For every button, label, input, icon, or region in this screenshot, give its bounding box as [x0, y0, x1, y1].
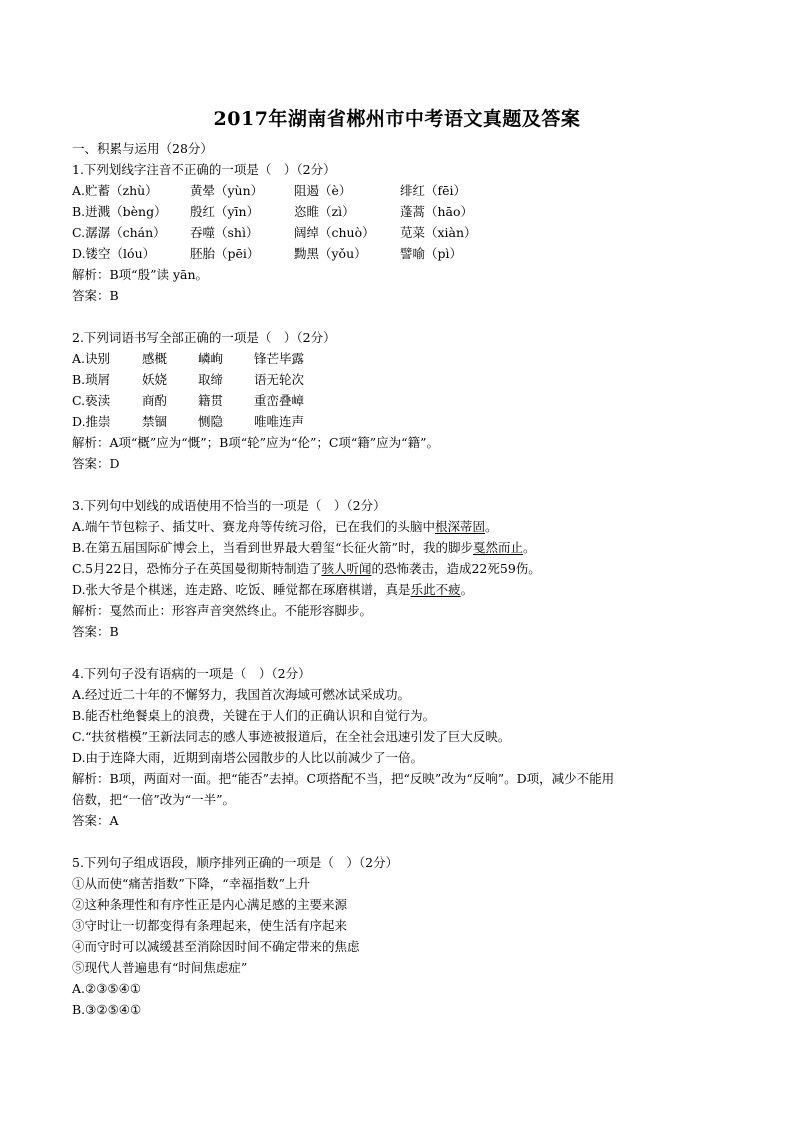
q2-option-d: [72, 411, 722, 432]
option-cell: 吞噬（shì）: [190, 225, 259, 240]
option-text: 的恐怖袭击，造成22死59伤。: [371, 561, 541, 576]
document-title: 2017年湖南省郴州市中考语文真题及答案: [213, 108, 581, 130]
option-cell: 唯唯连声: [254, 414, 305, 429]
option-cell: B.琐屑: [72, 372, 111, 387]
q4-answer: 答案：A: [72, 813, 119, 828]
q4-option-d: D.由于连降大雨，近期到南塔公园散步的人比以前减少了一倍。: [72, 750, 424, 765]
q2-option-a: [72, 348, 722, 369]
option-cell: 蓬蒿（hāo）: [400, 204, 474, 219]
q3-stem: 3.下列句中划线的成语使用不恰当的一项是（ ）（2分）: [72, 498, 386, 513]
q4-stem: 4.下列句子没有语病的一项是（ ）（2分）: [72, 666, 311, 681]
q5-item-5: ⑤现代人普遍患有“时间焦虑症”: [72, 960, 248, 975]
q2-option-b: [72, 369, 722, 390]
q5-item-1: ①从而使“痛苦指数”下降，“幸福指数”上升: [72, 876, 311, 891]
spacer: [72, 831, 722, 852]
option-cell: D.推崇: [72, 414, 111, 429]
option-cell: A.诀别: [72, 351, 111, 366]
option-cell: C.亵渎: [72, 393, 111, 408]
underlined-idiom: 戛然而止: [472, 540, 523, 555]
option-cell: 恻隐: [198, 414, 224, 429]
q4-option-b: B.能否杜绝餐桌上的浪费，关键在于人们的正确认识和自觉行为。: [72, 708, 436, 723]
option-cell: 黝黑（yǒu）: [294, 246, 367, 261]
option-text: A.端午节包粽子、插艾叶、赛龙舟等传统习俗，已在我们的头脑中: [72, 519, 436, 534]
option-text: 。: [460, 582, 474, 597]
q3-option-b: [72, 537, 722, 558]
option-cell: 取缔: [198, 372, 224, 387]
q4-option-c: C.“扶贫楷模”王新法同志的感人事迹被报道后，在全社会迅速引发了巨大反映。: [72, 729, 511, 744]
q2-analysis: 解析：A项“概”应为“慨”；B项“轮”应为“伦”；C项“籍”应为“籍”。: [72, 435, 439, 450]
option-text: 。: [522, 540, 536, 555]
section-heading: 一、积累与运用（28分）: [72, 141, 213, 156]
option-cell: 禁锢: [142, 414, 168, 429]
option-cell: 阻遏（è）: [294, 183, 352, 198]
q3-option-d: [72, 579, 722, 600]
q1-option-a: [72, 180, 722, 201]
option-cell: 妖娆: [142, 372, 168, 387]
option-cell: 譬喻（pì）: [400, 246, 462, 261]
q3-answer: 答案：B: [72, 624, 119, 639]
q5-stem: 5.下列句子组成语段，顺序排列正确的一项是（ ）（2分）: [72, 855, 399, 870]
spacer: [72, 474, 722, 495]
option-cell: 感概: [142, 351, 168, 366]
option-cell: 恣睢（zì）: [294, 204, 355, 219]
q1-stem: 1.下列划线字注音不正确的一项是（ ）（2分）: [72, 162, 336, 177]
option-cell: 殷红（yīn）: [190, 204, 260, 219]
option-cell: 胚胎（pēi）: [190, 246, 260, 261]
q3-option-c: [72, 558, 722, 579]
q2-stem: 2.下列词语书写全部正确的一项是（ ）（2分）: [72, 330, 336, 345]
q2-option-c: [72, 390, 722, 411]
q5-item-4: ④而守时可以减缓甚至消除因时间不确定带来的焦虑: [72, 939, 360, 954]
option-cell: 语无轮次: [254, 372, 305, 387]
spacer: [72, 306, 722, 327]
option-cell: 嶙峋: [198, 351, 224, 366]
q2-answer: 答案：D: [72, 456, 120, 471]
option-cell: D.镂空（lóu）: [72, 246, 156, 261]
q3-analysis: 解析：戛然而止：形容声音突然终止。不能形容脚步。: [72, 603, 373, 618]
document-body: [72, 138, 722, 1020]
q4-option-a: A.经过近二十年的不懈努力，我国首次海域可燃冰试采成功。: [72, 687, 411, 702]
underlined-idiom: 骇人听闻: [321, 561, 372, 576]
q5-option-b: B.③②⑤④①: [72, 1002, 142, 1017]
option-cell: 重峦叠嶂: [254, 393, 305, 408]
option-cell: 阔绰（chuò）: [294, 225, 375, 240]
q4-analysis-continued: 倍数，把“一倍”改为“一半”。: [72, 792, 236, 807]
underlined-idiom: 乐此不疲: [410, 582, 461, 597]
option-cell: 苋菜（xiàn）: [400, 225, 477, 240]
option-text: C.5月22日，恐怖分子在英国曼彻斯特制造了: [72, 561, 322, 576]
option-cell: C.潺潺（chán）: [72, 225, 166, 240]
option-text: B.在第五届国际矿博会上，当看到世界最大碧玺“长征火箭”时，我的脚步: [72, 540, 473, 555]
q4-analysis: 解析：B项，两面对一面。把“能否”去掉。C项搭配不当，把“反映”改为“反响”。D项，减少不能用: [72, 771, 615, 786]
option-cell: 锋芒毕露: [254, 351, 305, 366]
option-text: D.张大爷是个棋迷，连走路、吃饭、睡觉都在琢磨棋谱，真是: [72, 582, 411, 597]
option-cell: 黄晕（yùn）: [190, 183, 264, 198]
spacer: [72, 642, 722, 663]
q1-answer: 答案：B: [72, 288, 119, 303]
q1-analysis: 解析：B项“殷”读 yān。: [72, 267, 209, 282]
option-cell: 商酌: [142, 393, 168, 408]
option-cell: 籍贯: [198, 393, 224, 408]
q3-option-a: [72, 516, 722, 537]
underlined-idiom: 根深蒂固: [435, 519, 486, 534]
q1-option-b: [72, 201, 722, 222]
q1-option-c: [72, 222, 722, 243]
q1-option-d: [72, 243, 722, 264]
q5-option-a: A.②③⑤④①: [72, 981, 142, 996]
option-cell: B.迸溅（bèng）: [72, 204, 167, 219]
option-cell: A.贮蓄（zhù）: [72, 183, 158, 198]
option-text: 。: [485, 519, 498, 534]
q5-item-2: ②这种条理性和有序性正是内心满足感的主要来源: [72, 897, 348, 912]
q5-item-3: ③守时让一切都变得有条理起来，使生活有序起来: [72, 918, 348, 933]
option-cell: 绯红（fēi）: [400, 183, 467, 198]
